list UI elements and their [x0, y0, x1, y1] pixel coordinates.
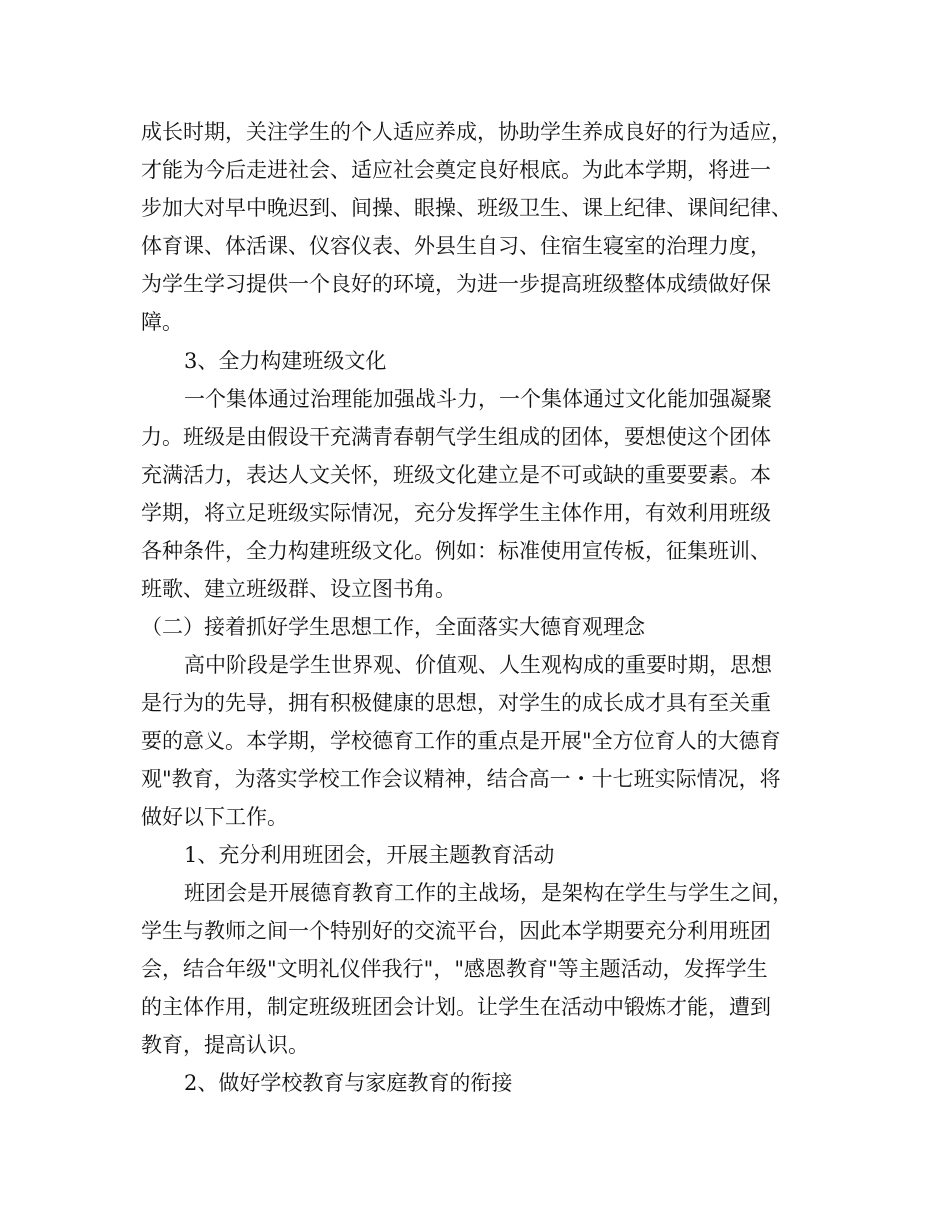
paragraph-line: 高中阶段是学生世界观、价值观、人生观构成的重要时期，思想 — [184, 653, 772, 677]
paragraph-line: 障。 — [141, 310, 183, 334]
paragraph-line: 一个集体通过治理能加强战斗力，一个集体通过文化能加强凝聚 — [184, 387, 772, 411]
section-heading: 3、全力构建班级文化 — [184, 349, 387, 373]
paragraph-line: 成长时期，关注学生的个人适应养成，协助学生养成良好的行为适应， — [141, 120, 792, 144]
paragraph-line: 体育课、体活课、仪容仪表、外县生自习、住宿生寝室的治理力度， — [141, 234, 771, 258]
paragraph-line: 充满活力，表达人文关怀，班级文化建立是不可或缺的重要要素。本 — [141, 463, 771, 487]
paragraph-line: 会，结合年级"文明礼仪伴我行"，"感恩教育"等主题活动，发挥学生 — [141, 957, 768, 981]
paragraph-line: 教育，提高认识。 — [141, 1033, 309, 1057]
section-heading: 1、充分利用班团会，开展主题教育活动 — [184, 843, 555, 867]
paragraph-line: 是行为的先导，拥有积极健康的思想，对学生的成长成才具有至关重 — [141, 691, 771, 715]
paragraph-line: 班团会是开展德育教育工作的主战场，是架构在学生与学生之间， — [184, 881, 793, 905]
section-heading: 2、做好学校教育与家庭教育的衔接 — [184, 1071, 513, 1095]
paragraph-line: 各种条件，全力构建班级文化。例如：标准使用宣传板，征集班训、 — [141, 539, 771, 563]
paragraph-line: 班歌、建立班级群、设立图书角。 — [141, 577, 456, 601]
paragraph-line: 观"教育，为落实学校工作会议精神，结合高一・十七班实际情况，将 — [141, 767, 781, 791]
paragraph-line: 学期，将立足班级实际情况，充分发挥学生主体作用，有效利用班级 — [141, 501, 771, 525]
paragraph-line: 学生与教师之间一个特别好的交流平台，因此本学期要充分利用班团 — [141, 919, 771, 943]
paragraph-line: 力。班级是由假设干充满青春朝气学生组成的团体，要想使这个团体 — [141, 425, 771, 449]
paragraph-line: 要的意义。本学期，学校德育工作的重点是开展"全方位育人的大德育 — [141, 729, 781, 753]
paragraph-line: 做好以下工作。 — [141, 805, 288, 829]
paragraph-line: 为学生学习提供一个良好的环境，为进一步提高班级整体成绩做好保 — [141, 272, 771, 296]
section-heading: （二）接着抓好学生思想工作，全面落实大德育观理念 — [141, 615, 645, 639]
paragraph-line: 的主体作用，制定班级班团会计划。让学生在活动中锻炼才能，遭到 — [141, 995, 771, 1019]
paragraph-line: 才能为今后走进社会、适应社会奠定良好根底。为此本学期，将进一 — [141, 158, 771, 182]
paragraph-line: 步加大对早中晚迟到、间操、眼操、班级卫生、课上纪律、课间纪律、 — [141, 196, 792, 220]
